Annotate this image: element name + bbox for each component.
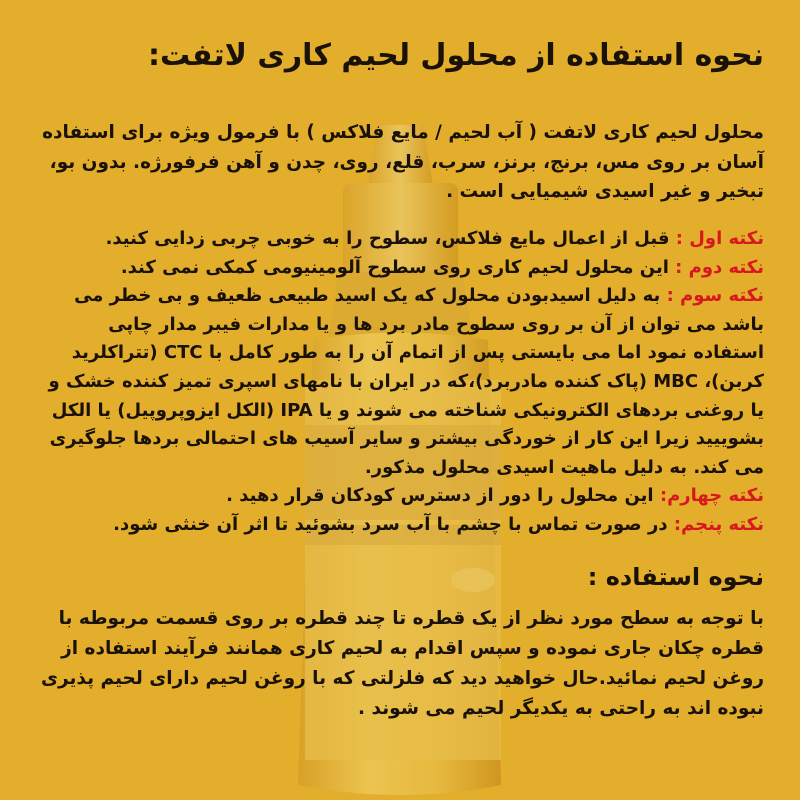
note-item	[34, 282, 764, 482]
note-text: این محلول را دور از دسترس کودکان قرار دهید .	[226, 485, 654, 507]
note-item	[34, 511, 764, 540]
note-item	[34, 225, 764, 254]
note-label: نکته دوم :	[675, 256, 764, 278]
note-text: قبل از اعمال مایع فلاکس، سطوح را به خوبی چربی زدایی کنید.	[105, 228, 670, 249]
note-text: به دلیل اسیدبودن محلول که یک اسید طبیعی ظعیف و بی خطر می باشد می توان از آن بر روی سطوح مادر برد ها و یا مدارات فیبر مدار چاپی استفاده نمود اما می بایستی پس از اتمام آن را به طور کامل با CTC (تتراکلرید کربن)، MBC (پاک کننده مادربرد)،که در ایران با نامهای اسپری تمیز کننده خشک و یا روغنی بردهای الکترونیکی شناخته می شوند و یا IPA (الکل ایزوپروپیل) یا الکل بشوییید زیرا این کار از خوردگی بیشتر و سایر آسیب های احتمالی بردها جلوگیری می کند. به دلیل ماهیت اسیدی محلول مذکور.	[48, 285, 764, 478]
note-label: نکته سوم :	[666, 285, 764, 307]
intro-paragraph: محلول لحیم کاری لاتفت ( آب لحیم / مایع فلاکس ) با فرمول ویژه برای استفاده آسان بر روی مس، برنج، برنز، سرب، قلع، روی، چدن و آهن فرفورژه. بدون بو، تبخیر و غیر اسیدی شیمیایی است .	[42, 122, 764, 202]
notes-list	[34, 225, 764, 540]
note-label: نکته اول :	[675, 228, 764, 249]
usage-heading: نحوه استفاده :	[587, 563, 764, 591]
note-text: این محلول لحیم کاری روی سطوح آلومینیومی کمکی نمی کند.	[120, 256, 669, 278]
note-item	[34, 482, 764, 511]
note-item	[34, 254, 764, 283]
note-text: در صورت تماس با چشم با آب سرد بشوئید تا اثر آن خنثی شود.	[113, 513, 668, 535]
page-title: نحوه استفاده از محلول لحیم کاری لاتفت:	[148, 38, 764, 73]
note-label: نکته چهارم:	[659, 485, 764, 507]
usage-paragraph: با توجه به سطح مورد نظر از یک قطره تا چند قطره بر روی قسمت مربوطه با قطره چکان جاری نموده و سپس اقدام به لحیم کاری همانند فرآیند استفاده از روغن لحیم نمائید.حال خواهید دید که فلزلتی که با روغن لحیم دارای لحیم پذیری نبوده اند به راحتی به یکدیگر لحیم می شوند .	[41, 608, 764, 719]
note-label: نکته پنجم:	[673, 513, 764, 535]
